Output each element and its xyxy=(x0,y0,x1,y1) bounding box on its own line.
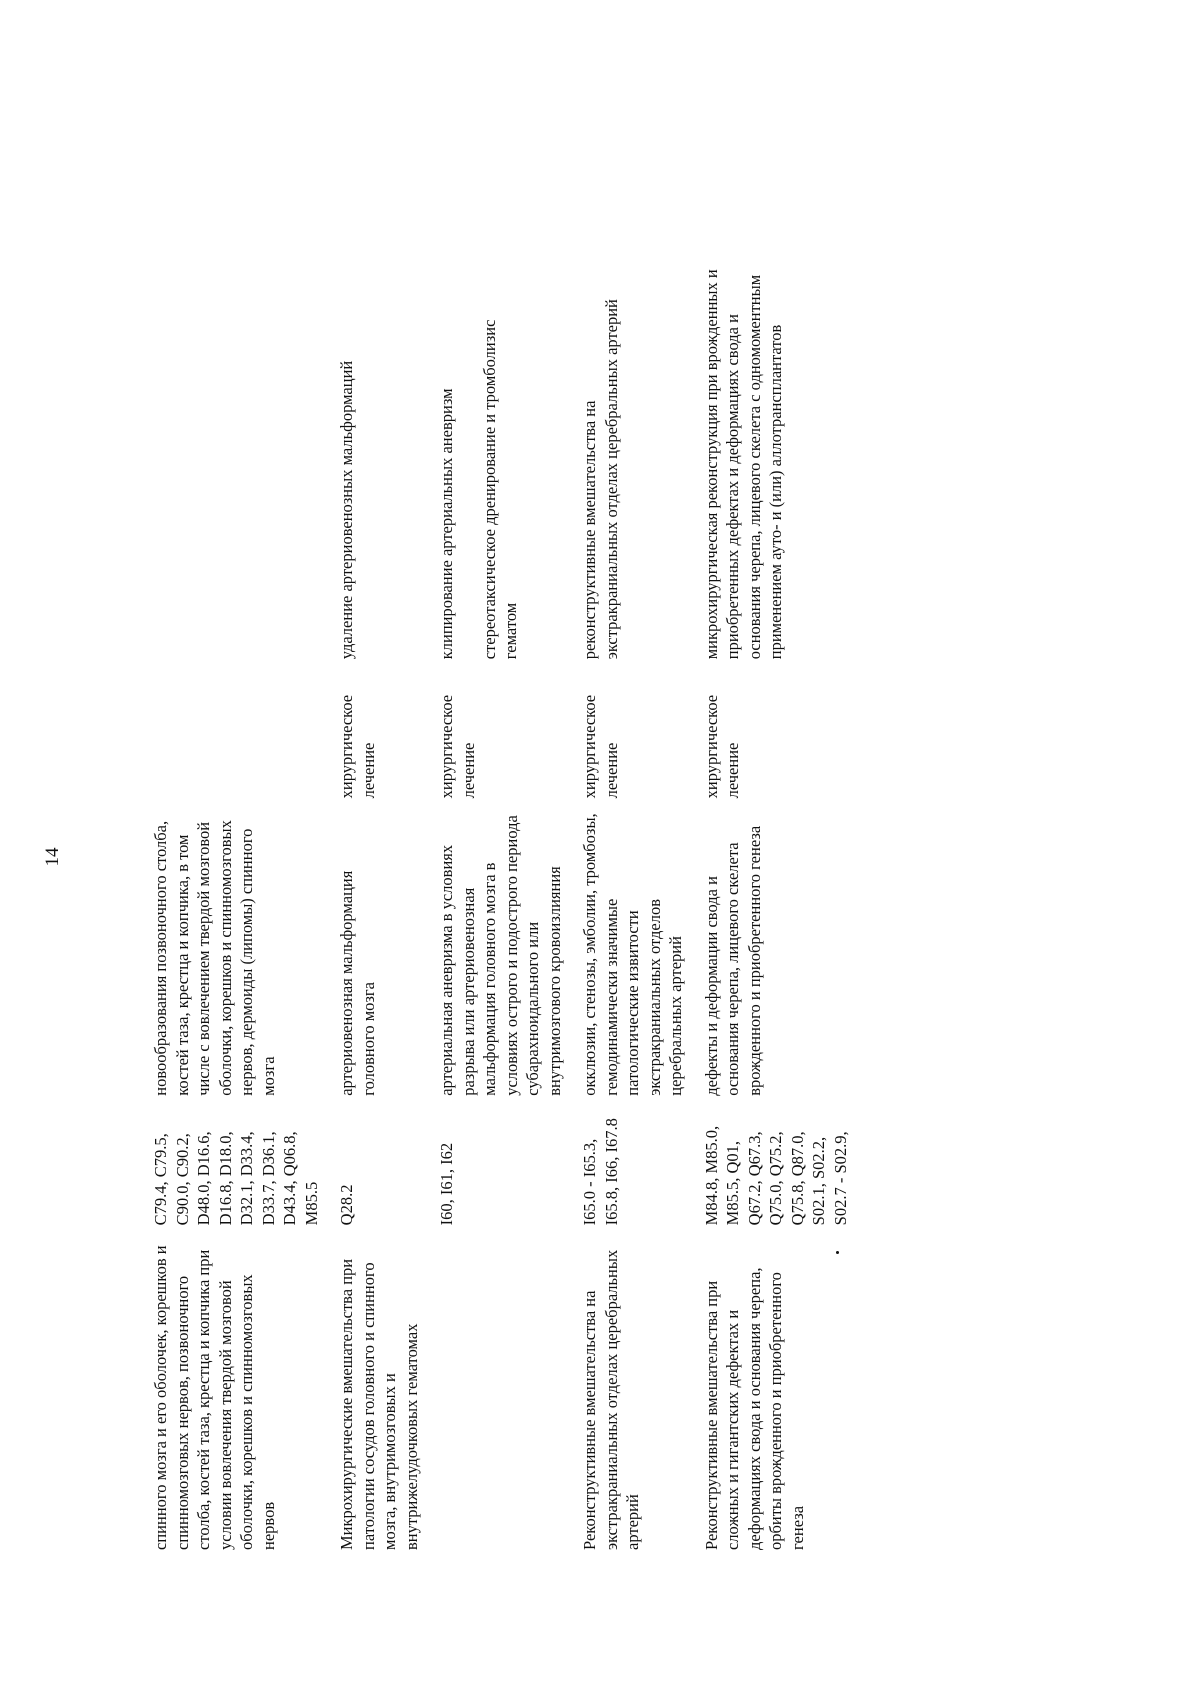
codes-cell: Q28.2 xyxy=(337,1184,356,1226)
diagnosis-cell: артериовенозная мальформация головного мозга xyxy=(337,870,378,1096)
method-text: микрохирургическая реконструкция при врожденных и приобретенных дефектах и деформациях свода и основания черепа, лицевого скелета с одномоментным применением ауто- и (или) аллотрансплантатов xyxy=(701,269,785,660)
table-row xyxy=(436,250,565,1550)
treatment-cell: хирургическое лечение xyxy=(337,694,378,799)
table-row xyxy=(579,250,687,1550)
codes-cell: C79.4, C79.5, C90.0, C90.2, D48.0, D16.6, D16.8, D18.0, D32.1, D33.4, D33.7, D36.1, D43.4, Q06.8, M85.5 xyxy=(151,1131,321,1226)
diagnosis-cell: артериальная аневризма в условиях разрыва или артериовенозная мальформация головного мозга в условиях острого и подострого периода субарахноидального или внутримозгового кровоизлияния xyxy=(437,815,564,1096)
diagnosis-cell: дефекты и деформации свода и основания черепа, лицевого скелета врожденного и приобретенного генеза xyxy=(701,825,764,1096)
method-text: клипирование артериальных аневризм xyxy=(437,388,456,660)
medical-procedures-table xyxy=(150,250,851,1550)
treatment-cell: хирургическое лечение xyxy=(437,694,478,799)
methods-cell xyxy=(150,250,322,659)
methods-cell xyxy=(701,250,852,659)
table-row xyxy=(336,250,422,1550)
diagnosis-cell: новообразования позвоночного столба, костей таза, крестца и копчика, в том числе с вовлечением твердой мозговой оболочки, корешков и спинномозговых нервов, дермоиды (липомы) спинного мозга xyxy=(151,820,278,1096)
methods-cell xyxy=(336,250,422,659)
table-row xyxy=(701,250,852,1550)
codes-cell: I60, I61, I62 xyxy=(437,1142,456,1226)
method-text: стереотаксическое дренирование и тромболизис гематом xyxy=(479,319,520,660)
codes-cell: M84.8, M85.0, M85.5, Q01, Q67.2, Q67.3, Q75.0, Q75.2, Q75.8, Q87.0, S02.1, S02.2, S02.7 - S02.9, xyxy=(701,1125,850,1226)
treatment-cell: хирургическое лечение xyxy=(580,694,621,799)
codes-cell: I65.0 - I65.3, I65.8, I66, I67.8 xyxy=(580,1118,621,1226)
treatment-cell: хирургическое лечение xyxy=(701,694,742,799)
treatment-cell xyxy=(150,659,322,798)
page-number: 14 xyxy=(42,847,63,867)
rotated-table-container xyxy=(150,250,1030,1550)
group-cell: Реконструктивные вмешательства на экстракраниальных отделах церебральных артерий xyxy=(580,1249,642,1550)
methods-cell xyxy=(579,250,687,659)
group-cell: Микрохирургические вмешательства при патологии сосудов головного и спинного мозга, внутримозговых и внутрижелудочковых гематомах xyxy=(337,1258,421,1550)
method-text: удаление артериовенозных мальформаций xyxy=(337,360,356,660)
diagnosis-cell: окклюзии, стенозы, эмболии, тромбозы, гемодинамически значимые патологические извитости экстракраниальных отделов церебральных артерий xyxy=(580,813,685,1096)
group-cell: Реконструктивные вмешательства при сложных и гигантских дефектах и деформациях свода и основания черепа, орбиты врожденного и приобретенного генеза xyxy=(701,1267,807,1550)
table-row xyxy=(150,250,322,1550)
method-text: реконструктивные вмешательства на экстракраниальных отделах церебральных артерий xyxy=(580,299,621,660)
group-cell: спинного мозга и его оболочек, корешков и спинномозговых нервов, позвоночного столба, костей таза, крестца и копчика при условии вовлечения твердой мозговой оболочки, корешков и спинномозговых нервов xyxy=(151,1245,278,1550)
group-cell xyxy=(436,1225,565,1550)
scan-speck xyxy=(836,1251,839,1254)
methods-cell xyxy=(436,250,565,659)
